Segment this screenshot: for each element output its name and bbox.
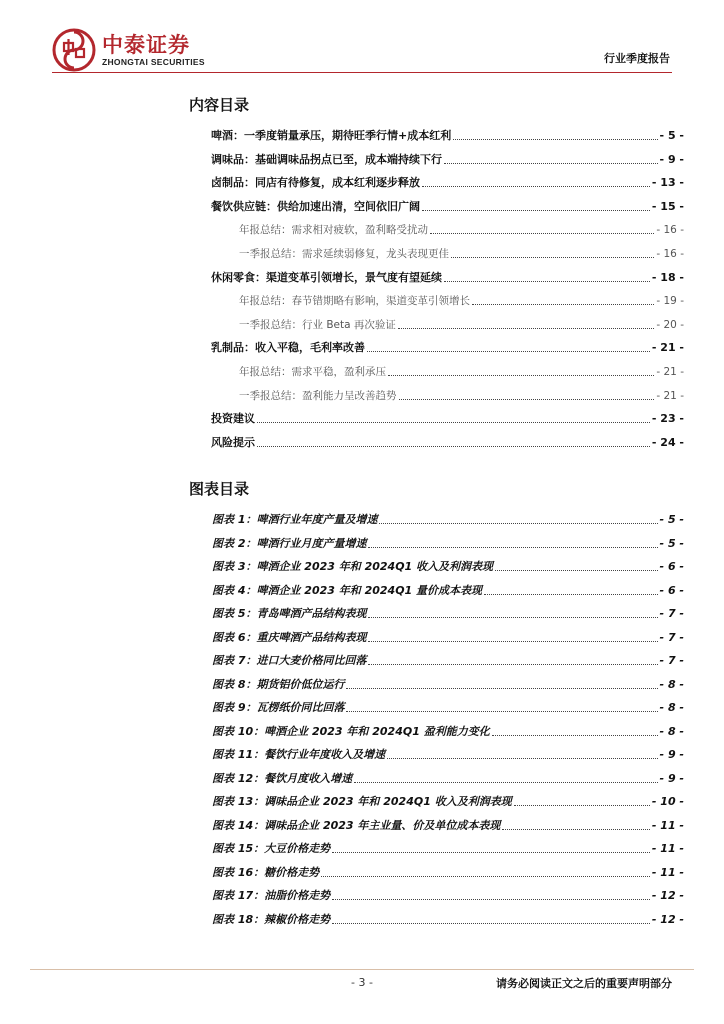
toc-entry-label: 投资建议 (211, 412, 255, 426)
figure-entry[interactable] (212, 723, 684, 739)
dot-leader (492, 735, 658, 736)
dot-leader (346, 711, 657, 712)
figure-entry[interactable] (212, 793, 684, 809)
toc-entry-page: - 5 - (659, 129, 684, 142)
toc-entry-label: 图表 17：油脂价格走势 (212, 889, 331, 902)
logo-chinese-name: 中泰证券 (102, 32, 190, 57)
toc-entry-page: - 9 - (659, 748, 684, 761)
toc-entry-page: - 5 - (659, 513, 684, 526)
figure-entry[interactable] (212, 699, 684, 715)
dot-leader (354, 782, 657, 783)
figure-entry[interactable] (212, 511, 684, 527)
toc-entry-page: - 21 - (656, 366, 684, 378)
toc-entry-page: - 16 - (656, 248, 684, 260)
toc-entry-page: - 10 - (651, 795, 684, 808)
figure-entry[interactable] (212, 746, 684, 762)
figures-title: 图表目录 (189, 480, 250, 498)
dot-leader (444, 163, 658, 164)
figure-entry[interactable] (212, 911, 684, 927)
footer-divider (30, 969, 694, 970)
contents-title: 内容目录 (189, 96, 250, 114)
figure-entry[interactable] (212, 840, 684, 856)
toc-entry-page: - 6 - (659, 560, 684, 573)
header-divider (52, 72, 672, 73)
contents-entry[interactable] (211, 434, 684, 450)
dot-leader (451, 257, 654, 258)
page-number: - 3 - (351, 976, 373, 989)
dot-leader (368, 641, 657, 642)
dot-leader (368, 617, 657, 618)
toc-entry-label: 图表 15：大豆价格走势 (212, 842, 331, 855)
contents-entry[interactable] (211, 410, 684, 426)
zhongtai-logo-icon (52, 28, 96, 72)
dot-leader (332, 852, 650, 853)
toc-entry-label: 休闲零食：渠道变革引领增长，景气度有望延续 (211, 270, 442, 284)
dot-leader (399, 399, 655, 400)
toc-entry-page: - 6 - (659, 583, 684, 597)
figure-entry[interactable] (212, 629, 684, 645)
toc-entry-page: - 12 - (651, 912, 684, 926)
toc-entry-label: 图表 4：啤酒企业 2023 年和 2024Q1 量价成本表现 (212, 583, 483, 597)
toc-entry-page: - 7 - (659, 630, 684, 644)
report-type: 行业季度报告 (604, 52, 670, 65)
toc-entry-page: - 18 - (651, 270, 684, 284)
toc-entry-page: - 21 - (656, 389, 684, 402)
toc-entry-label: 图表 6：重庆啤酒产品结构表现 (212, 630, 367, 644)
toc-entry-page: - 9 - (659, 152, 684, 166)
contents-entry[interactable] (211, 339, 684, 355)
toc-entry-page: - 24 - (651, 435, 684, 449)
toc-entry-label: 年报总结：需求相对疲软，盈利略受扰动 (239, 224, 428, 237)
contents-entry[interactable] (239, 316, 684, 332)
toc-entry-page: - 8 - (659, 701, 684, 714)
toc-entry-page: - 11 - (651, 818, 684, 832)
dot-leader (398, 328, 654, 329)
toc-entry-page: - 15 - (651, 199, 684, 213)
figure-entry[interactable] (212, 535, 684, 551)
contents-entry[interactable] (211, 174, 684, 190)
toc-entry-label: 风险提示 (211, 435, 255, 449)
dot-leader (368, 664, 657, 665)
toc-entry-page: - 19 - (656, 295, 684, 308)
dot-leader (368, 547, 657, 548)
figure-entry[interactable] (212, 605, 684, 621)
figure-entry[interactable] (212, 558, 684, 574)
contents-entry[interactable] (211, 151, 684, 167)
toc-entry-label: 乳制品：收入平稳，毛利率改善 (211, 341, 365, 355)
toc-entry-page: - 9 - (659, 771, 684, 785)
dot-leader (472, 304, 654, 305)
toc-entry-page: - 21 - (651, 341, 684, 355)
toc-entry-label: 图表 11：餐饮行业年度收入及增速 (212, 748, 386, 761)
toc-entry-label: 调味品：基础调味品拐点已至，成本端持续下行 (211, 152, 442, 166)
toc-entry-label: 一季报总结：行业 Beta 再次验证 (239, 318, 396, 331)
toc-entry-page: - 8 - (659, 677, 684, 691)
toc-entry-page: - 8 - (659, 724, 684, 738)
figure-entry[interactable] (212, 582, 684, 598)
toc-entry-label: 图表 10：啤酒企业 2023 年和 2024Q1 盈利能力变化 (212, 724, 490, 738)
figure-entry[interactable] (212, 652, 684, 668)
dot-leader (422, 210, 650, 211)
company-logo (52, 26, 205, 74)
toc-entry-label: 图表 3：啤酒企业 2023 年和 2024Q1 收入及利润表现 (212, 560, 494, 573)
toc-entry-page: - 12 - (651, 889, 684, 902)
dot-leader (257, 446, 650, 447)
toc-entry-label: 图表 8：期货铝价低位运行 (212, 677, 345, 691)
toc-entry-label: 图表 18：辣椒价格走势 (212, 912, 331, 926)
dot-leader (495, 570, 658, 571)
footer-disclaimer: 请务必阅读正文之后的重要声明部分 (496, 977, 672, 990)
dot-leader (387, 758, 657, 759)
toc-entry-label: 年报总结：需求平稳，盈利承压 (239, 366, 386, 378)
dot-leader (514, 805, 650, 806)
dot-leader (484, 594, 658, 595)
contents-entry[interactable] (239, 245, 684, 261)
toc-entry-label: 图表 7：进口大麦价格同比回落 (212, 654, 367, 667)
dot-leader (379, 523, 657, 524)
toc-entry-page: - 23 - (651, 412, 684, 426)
figure-entry[interactable] (212, 887, 684, 903)
contents-entry[interactable] (239, 292, 684, 308)
toc-entry-label: 卤制品：同店有待修复，成本红利逐步释放 (211, 176, 420, 190)
toc-entry-label: 啤酒：一季度销量承压，期待旺季行情+成本红利 (211, 129, 452, 142)
toc-entry-label: 年报总结：春节错期略有影响，渠道变革引领增长 (239, 295, 470, 308)
toc-entry-label: 一季报总结：盈利能力呈改善趋势 (239, 389, 397, 402)
dot-leader (453, 139, 657, 140)
dot-leader (257, 422, 650, 423)
toc-entry-page: - 7 - (659, 607, 684, 620)
toc-entry-label: 一季报总结：需求延续弱修复，龙头表现更佳 (239, 248, 449, 260)
toc-entry-label: 图表 5：青岛啤酒产品结构表现 (212, 607, 367, 620)
dot-leader (332, 899, 650, 900)
dot-leader (502, 829, 649, 830)
toc-entry-page: - 16 - (656, 224, 684, 237)
toc-entry-page: - 5 - (659, 536, 684, 550)
toc-entry-label: 图表 1：啤酒行业年度产量及增速 (212, 513, 378, 526)
dot-leader (332, 923, 650, 924)
figure-entry[interactable] (212, 817, 684, 833)
toc-entry-label: 图表 9：瓦楞纸价同比回落 (212, 701, 345, 714)
toc-entry-label: 图表 13：调味品企业 2023 年和 2024Q1 收入及利润表现 (212, 795, 512, 808)
toc-entry-page: - 11 - (651, 842, 684, 855)
contents-entry[interactable] (211, 269, 684, 285)
dot-leader (321, 876, 650, 877)
toc-entry-page: - 11 - (651, 865, 684, 879)
toc-entry-page: - 13 - (651, 176, 684, 190)
dot-leader (444, 281, 650, 282)
toc-entry-page: - 20 - (656, 318, 684, 331)
dot-leader (388, 375, 654, 376)
contents-entry[interactable] (239, 363, 684, 379)
toc-entry-label: 图表 12：餐饮月度收入增速 (212, 771, 353, 785)
toc-entry-label: 图表 16：糖价格走势 (212, 865, 320, 879)
contents-entry[interactable] (239, 221, 684, 237)
toc-entry-page: - 7 - (659, 654, 684, 667)
contents-entry[interactable] (239, 387, 684, 403)
dot-leader (367, 351, 650, 352)
contents-entry[interactable] (211, 198, 684, 214)
dot-leader (430, 233, 654, 234)
figure-entry[interactable] (212, 676, 684, 692)
toc-entry-label: 图表 2：啤酒行业月度产量增速 (212, 536, 367, 550)
logo-english-name: ZHONGTAI SECURITIES (102, 56, 205, 67)
figure-entry[interactable] (212, 770, 684, 786)
dot-leader (346, 688, 657, 689)
contents-entry[interactable] (211, 127, 684, 143)
figure-entry[interactable] (212, 864, 684, 880)
toc-entry-label: 图表 14：调味品企业 2023 年主业量、价及单位成本表现 (212, 818, 501, 832)
toc-entry-label: 餐饮供应链：供给加速出清，空间依旧广阔 (211, 199, 420, 213)
dot-leader (422, 186, 650, 187)
